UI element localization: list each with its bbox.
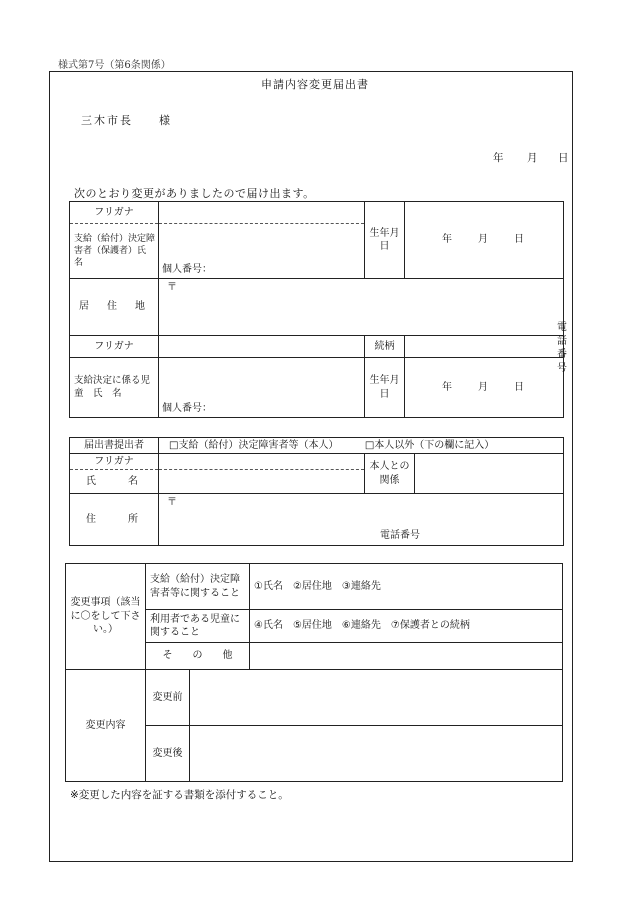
submitter-address-input[interactable] [159, 494, 564, 546]
submitter-relation-input[interactable] [415, 454, 564, 494]
date-day-label: 日 [558, 152, 569, 164]
submitter-name-input[interactable] [159, 470, 365, 494]
applicant-postal-mark: 〒 [167, 282, 177, 293]
change-row1-options[interactable]: ①氏名 ②居住地 ③連絡先 [250, 564, 563, 610]
applicant-name-input[interactable] [159, 224, 365, 279]
intro-text: 次のとおり変更がありましたので届け出ます。 [74, 187, 315, 200]
applicant-furigana-input[interactable] [159, 202, 365, 224]
applicant-table [69, 201, 567, 418]
date-year-label: 年 [493, 152, 504, 164]
submitter-furigana-input[interactable] [159, 454, 365, 470]
applicant-birth-label: 生年月日 [365, 202, 405, 279]
child-birth-date[interactable]: 年 月 日 [405, 358, 564, 418]
attachment-note: ※変更した内容を証する書類を添付すること。 [70, 789, 289, 801]
submitter-relation-label: 本人との関係 [365, 454, 415, 494]
child-furigana-label: フリガナ [70, 336, 159, 358]
child-relation-label: 続柄 [365, 336, 405, 358]
form-number-label: 様式第7号（第6条関係） [58, 60, 171, 71]
change-items-label: 変更事項（該当に〇をして下さい。） [66, 564, 146, 670]
applicant-address-label: 居 住 地 [70, 279, 159, 336]
applicant-phone-label: 電話番号 [557, 322, 567, 374]
submitter-label: 届出書提出者 [70, 438, 159, 454]
applicant-mynumber-label: 個人番号： [162, 263, 212, 275]
submitter-name-label: 氏 名 [70, 470, 159, 494]
change-row2-label: 利用者である児童に関すること [146, 610, 250, 643]
submitter-option-other[interactable]: □本人以外（下の欄に記入） [364, 439, 495, 451]
child-name-label: 支給決定に係る児 童 氏 名 [70, 358, 159, 418]
child-birth-label: 生年月日 [365, 358, 405, 418]
change-row2-options[interactable]: ④氏名 ⑤居住地 ⑥連絡先 ⑦保護者との続柄 [250, 610, 563, 643]
submitter-postal-mark: 〒 [167, 497, 177, 508]
applicant-furigana-label: フリガナ [70, 202, 159, 224]
form-title: 申請内容変更届出書 [261, 78, 369, 91]
change-after-label: 変更後 [146, 726, 190, 782]
submitter-furigana-label: フリガナ [70, 454, 159, 470]
change-row3-label: そ の 他 [146, 643, 250, 670]
submitter-option-self[interactable]: □支給（給付）決定障害者等（本人） [169, 439, 339, 451]
applicant-birth-date[interactable]: 年 月 日 [405, 202, 564, 279]
addressee: 三木市長 様 [81, 114, 172, 127]
child-mynumber-label: 個人番号： [162, 402, 212, 414]
child-name-input[interactable] [159, 358, 365, 418]
child-relation-input[interactable] [405, 336, 564, 358]
change-before-label: 変更前 [146, 670, 190, 726]
change-before-input[interactable] [190, 670, 563, 726]
date-month-label: 月 [527, 152, 538, 164]
submitter-options [159, 438, 564, 454]
change-row1-label: 支給（給付）決定障害者等に関すること [146, 564, 250, 610]
change-row3-input[interactable] [250, 643, 563, 670]
change-content-label: 変更内容 [66, 670, 146, 782]
child-furigana-input[interactable] [159, 336, 365, 358]
applicant-name-label: 支給（給付）決定障害者（保護者）氏 名 [70, 224, 159, 279]
submitter-phone-label: 電話番号 [380, 530, 420, 541]
change-after-input[interactable] [190, 726, 563, 782]
changes-table [65, 563, 563, 782]
submitter-table [69, 437, 564, 546]
submitter-address-label: 住 所 [70, 494, 159, 546]
